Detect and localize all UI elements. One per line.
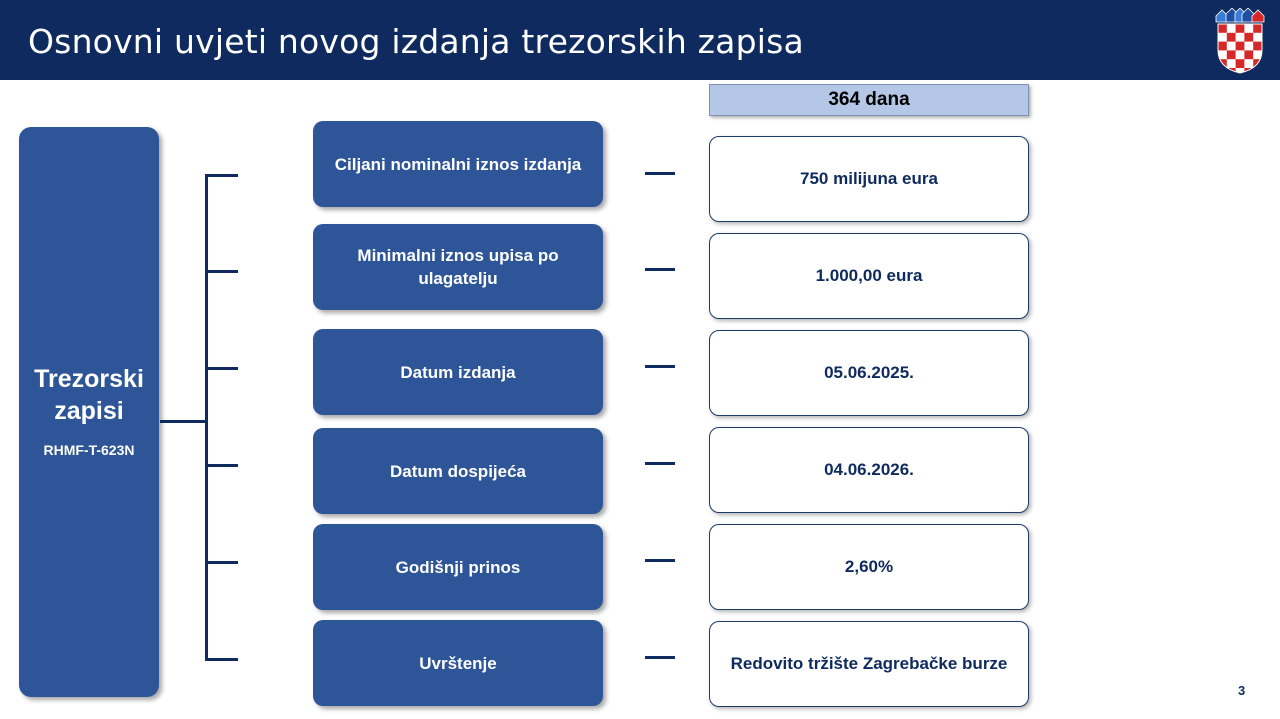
term-label-box: Datum dospijeća bbox=[313, 428, 603, 514]
coat-of-arms-icon bbox=[1214, 8, 1266, 74]
bracket-tick bbox=[205, 270, 238, 273]
treasury-bills-title: Trezorski zapisi bbox=[34, 365, 144, 425]
term-value-box: Redovito tržište Zagrebačke burze bbox=[709, 621, 1029, 707]
bracket-tick bbox=[205, 367, 238, 370]
treasury-bills-box bbox=[19, 127, 159, 697]
term-label-box: Godišnji prinos bbox=[313, 524, 603, 610]
connector-dash bbox=[645, 365, 675, 368]
bracket-tick bbox=[205, 174, 238, 177]
term-value-box: 2,60% bbox=[709, 524, 1029, 610]
bracket-stem bbox=[160, 420, 207, 423]
treasury-bills-code: RHMF-T-623N bbox=[43, 442, 135, 458]
term-value-box: 04.06.2026. bbox=[709, 427, 1029, 513]
connector-dash bbox=[645, 559, 675, 562]
bracket-tick bbox=[205, 658, 238, 661]
period-label: 364 dana bbox=[709, 84, 1029, 116]
connector-dash bbox=[645, 172, 675, 175]
term-value-box: 05.06.2025. bbox=[709, 330, 1029, 416]
connector-dash bbox=[645, 268, 675, 271]
bracket-tick bbox=[205, 561, 238, 564]
bracket-vertical-line bbox=[205, 174, 208, 661]
term-label-box: Datum izdanja bbox=[313, 329, 603, 415]
connector-dash bbox=[645, 656, 675, 659]
page-number: 3 bbox=[1238, 683, 1246, 698]
page-title: Osnovni uvjeti novog izdanja trezorskih zapisa bbox=[28, 22, 804, 61]
term-value-box: 750 milijuna eura bbox=[709, 136, 1029, 222]
term-label-box: Uvrštenje bbox=[313, 620, 603, 706]
term-label-box: Ciljani nominalni iznos izdanja bbox=[313, 121, 603, 207]
bracket-tick bbox=[205, 464, 238, 467]
term-label-box: Minimalni iznos upisa po ulagatelju bbox=[313, 224, 603, 310]
term-value-box: 1.000,00 eura bbox=[709, 233, 1029, 319]
connector-dash bbox=[645, 462, 675, 465]
header-bar bbox=[0, 0, 1280, 80]
